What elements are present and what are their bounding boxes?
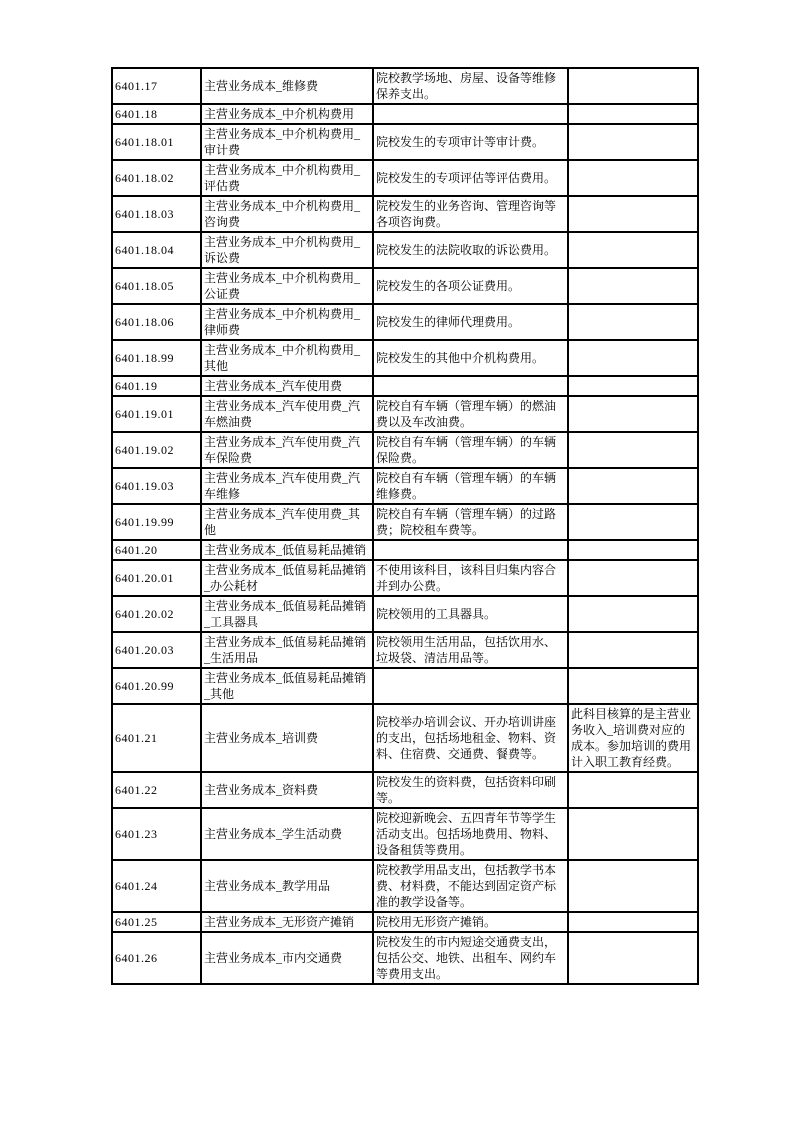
table-row [112, 232, 698, 268]
cell-code: 6401.19 [112, 376, 201, 396]
cell-desc: 院校发生的专项审计等审计费。 [373, 124, 568, 160]
cell-desc: 院校发生的律师代理费用。 [373, 304, 568, 340]
cell-note [568, 668, 698, 704]
cell-desc: 院校发生的其他中介机构费用。 [373, 340, 568, 376]
account-code-table [111, 67, 699, 985]
cell-desc: 院校教学用品支出，包括教学书本费、材料费，不能达到固定资产标准的教学设备等。 [373, 860, 568, 912]
cell-name: 主营业务成本_中介机构费用_咨询费 [201, 196, 373, 232]
cell-desc: 院校领用的工具器具。 [373, 596, 568, 632]
cell-code: 6401.25 [112, 912, 201, 932]
cell-name: 主营业务成本_中介机构费用 [201, 104, 373, 124]
cell-name: 主营业务成本_维修费 [201, 68, 373, 104]
cell-name: 主营业务成本_低值易耗品摊销_其他 [201, 668, 373, 704]
cell-code: 6401.21 [112, 704, 201, 772]
table-row [112, 468, 698, 504]
cell-note [568, 632, 698, 668]
table-row [112, 632, 698, 668]
cell-code: 6401.24 [112, 860, 201, 912]
cell-desc [373, 540, 568, 560]
cell-code: 6401.18 [112, 104, 201, 124]
cell-note [568, 912, 698, 932]
table-row [112, 376, 698, 396]
cell-desc [373, 376, 568, 396]
table-row [112, 396, 698, 432]
cell-note [568, 124, 698, 160]
cell-desc: 院校用无形资产摊销。 [373, 912, 568, 932]
cell-code: 6401.18.06 [112, 304, 201, 340]
table-row [112, 196, 698, 232]
cell-name: 主营业务成本_中介机构费用_审计费 [201, 124, 373, 160]
table-row [112, 104, 698, 124]
cell-code: 6401.26 [112, 932, 201, 984]
cell-code: 6401.19.99 [112, 504, 201, 540]
table-row [112, 860, 698, 912]
table-row [112, 540, 698, 560]
cell-note [568, 540, 698, 560]
cell-desc: 院校发生的资料费，包括资料印刷等。 [373, 772, 568, 808]
cell-name: 主营业务成本_低值易耗品摊销_办公耗材 [201, 560, 373, 596]
cell-desc: 院校自有车辆（管理车辆）的过路费；院校租车费等。 [373, 504, 568, 540]
cell-name: 主营业务成本_教学用品 [201, 860, 373, 912]
cell-code: 6401.18.03 [112, 196, 201, 232]
cell-name: 主营业务成本_中介机构费用_律师费 [201, 304, 373, 340]
cell-code: 6401.19.03 [112, 468, 201, 504]
cell-code: 6401.18.05 [112, 268, 201, 304]
cell-desc: 院校领用生活用品，包括饮用水、垃圾袋、清洁用品等。 [373, 632, 568, 668]
table-row [112, 808, 698, 860]
cell-note [568, 504, 698, 540]
table-row [112, 596, 698, 632]
table-row [112, 704, 698, 772]
table-row [112, 560, 698, 596]
cell-name: 主营业务成本_培训费 [201, 704, 373, 772]
cell-name: 主营业务成本_资料费 [201, 772, 373, 808]
cell-code: 6401.20.03 [112, 632, 201, 668]
cell-code: 6401.18.01 [112, 124, 201, 160]
cell-name: 主营业务成本_中介机构费用_公证费 [201, 268, 373, 304]
cell-code: 6401.19.01 [112, 396, 201, 432]
cell-name: 主营业务成本_中介机构费用_其他 [201, 340, 373, 376]
table-row [112, 432, 698, 468]
cell-code: 6401.22 [112, 772, 201, 808]
cell-code: 6401.18.99 [112, 340, 201, 376]
cell-code: 6401.20.01 [112, 560, 201, 596]
table-row [112, 340, 698, 376]
cell-name: 主营业务成本_低值易耗品摊销_生活用品 [201, 632, 373, 668]
cell-desc [373, 104, 568, 124]
cell-name: 主营业务成本_中介机构费用_评估费 [201, 160, 373, 196]
cell-desc: 院校发生的法院收取的诉讼费用。 [373, 232, 568, 268]
cell-desc: 院校发生的业务咨询、管理咨询等各项咨询费。 [373, 196, 568, 232]
cell-note: 此科目核算的是主营业务收入_培训费对应的成本。参加培训的费用计入职工教育经费。 [568, 704, 698, 772]
cell-desc: 院校发生的专项评估等评估费用。 [373, 160, 568, 196]
cell-note [568, 596, 698, 632]
cell-code: 6401.20.99 [112, 668, 201, 704]
cell-note [568, 304, 698, 340]
table-row [112, 912, 698, 932]
cell-code: 6401.23 [112, 808, 201, 860]
table-row [112, 160, 698, 196]
cell-name: 主营业务成本_汽车使用费_汽车燃油费 [201, 396, 373, 432]
table-row [112, 124, 698, 160]
cell-code: 6401.18.04 [112, 232, 201, 268]
cell-desc: 不使用该科目，该科目归集内容合并到办公费。 [373, 560, 568, 596]
table-row [112, 932, 698, 984]
cell-desc: 院校教学场地、房屋、设备等维修保养支出。 [373, 68, 568, 104]
cell-note [568, 160, 698, 196]
cell-note [568, 196, 698, 232]
cell-name: 主营业务成本_汽车使用费_汽车维修 [201, 468, 373, 504]
table-row [112, 268, 698, 304]
cell-desc: 院校自有车辆（管理车辆）的燃油费以及车改油费。 [373, 396, 568, 432]
cell-note [568, 860, 698, 912]
cell-note [568, 104, 698, 124]
cell-desc: 院校发生的各项公证费用。 [373, 268, 568, 304]
cell-desc: 院校迎新晚会、五四青年节等学生活动支出。包括场地费用、物料、设备租赁等费用。 [373, 808, 568, 860]
cell-desc: 院校举办培训会议、开办培训讲座的支出，包括场地租金、物料、资料、住宿费、交通费、餐费等。 [373, 704, 568, 772]
cell-note [568, 808, 698, 860]
table-row [112, 772, 698, 808]
cell-note [568, 340, 698, 376]
cell-note [568, 396, 698, 432]
cell-name: 主营业务成本_低值易耗品摊销_工具器具 [201, 596, 373, 632]
cell-name: 主营业务成本_汽车使用费 [201, 376, 373, 396]
table-row [112, 668, 698, 704]
cell-desc: 院校自有车辆（管理车辆）的车辆维修费。 [373, 468, 568, 504]
cell-name: 主营业务成本_汽车使用费_其他 [201, 504, 373, 540]
cell-code: 6401.17 [112, 68, 201, 104]
cell-name: 主营业务成本_学生活动费 [201, 808, 373, 860]
table-body [112, 68, 698, 984]
cell-note [568, 560, 698, 596]
table-row [112, 504, 698, 540]
cell-note [568, 772, 698, 808]
table-row [112, 68, 698, 104]
cell-note [568, 268, 698, 304]
cell-name: 主营业务成本_中介机构费用_诉讼费 [201, 232, 373, 268]
cell-desc: 院校自有车辆（管理车辆）的车辆保险费。 [373, 432, 568, 468]
cell-name: 主营业务成本_汽车使用费_汽车保险费 [201, 432, 373, 468]
cell-note [568, 932, 698, 984]
cell-code: 6401.19.02 [112, 432, 201, 468]
cell-name: 主营业务成本_低值易耗品摊销 [201, 540, 373, 560]
cell-note [568, 68, 698, 104]
cell-name: 主营业务成本_市内交通费 [201, 932, 373, 984]
cell-note [568, 432, 698, 468]
cell-note [568, 468, 698, 504]
table-row [112, 304, 698, 340]
cell-code: 6401.20.02 [112, 596, 201, 632]
cell-desc: 院校发生的市内短途交通费支出，包括公交、地铁、出租车、网约车等费用支出。 [373, 932, 568, 984]
cell-note [568, 232, 698, 268]
cell-code: 6401.18.02 [112, 160, 201, 196]
cell-desc [373, 668, 568, 704]
cell-name: 主营业务成本_无形资产摊销 [201, 912, 373, 932]
cell-code: 6401.20 [112, 540, 201, 560]
cell-note [568, 376, 698, 396]
